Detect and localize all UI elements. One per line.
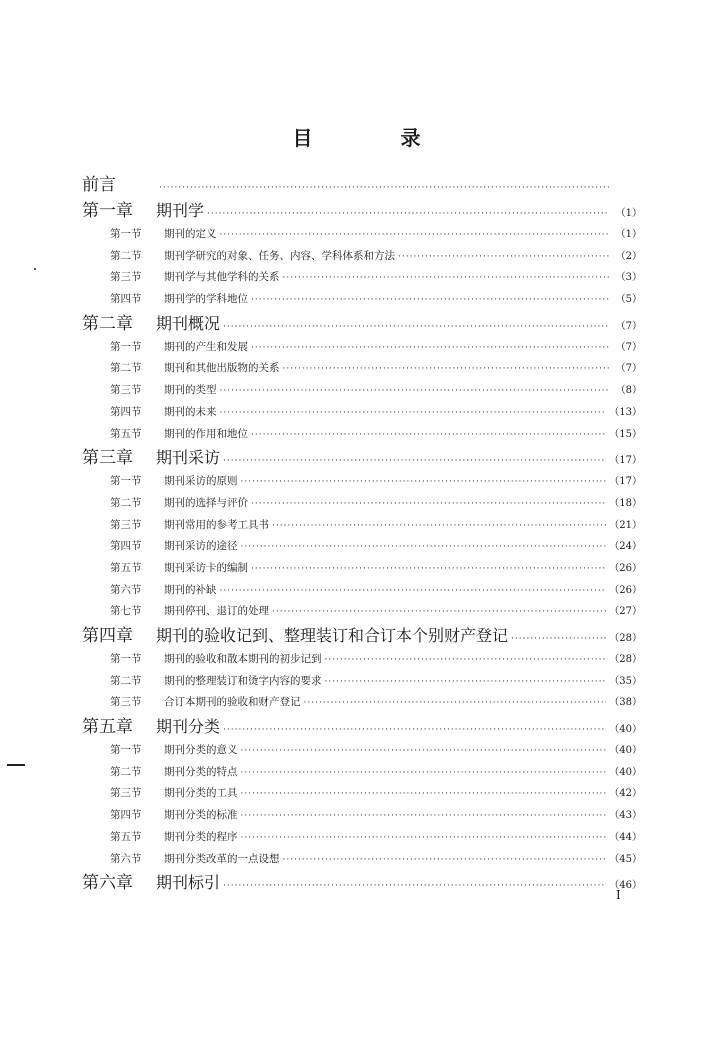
toc-section-row (82, 805, 642, 827)
toc-section-row (82, 601, 642, 623)
toc-entry-title: 期刊的未来 (164, 405, 217, 418)
toc-entry-page: （1） (615, 208, 642, 219)
toc-entry-title: 期刊学的学科地位 (164, 293, 248, 306)
toc-entry-page: （7） (615, 341, 642, 353)
toc-entry-title: 期刊标引 (156, 873, 221, 893)
dot-leader (283, 359, 610, 380)
table-of-contents (82, 172, 642, 896)
toc-entry-label: 第一节 (110, 653, 142, 665)
toc-entry-title: 期刊的作用和地位 (164, 427, 248, 440)
toc-entry-title: 期刊学研究的对象、任务、内容、学科体系和方法 (164, 249, 395, 262)
toc-entry-page: （26） (609, 584, 642, 596)
toc-entry-title: 期刊停刊、退订的处理 (164, 605, 269, 618)
toc-section-row (82, 536, 642, 558)
dot-leader (241, 763, 607, 784)
toc-section-row (82, 246, 642, 268)
dot-leader (251, 494, 606, 515)
toc-entry-label: 第三节 (110, 518, 142, 531)
toc-entry-label: 第一节 (110, 744, 142, 757)
toc-entry-page: （44） (609, 831, 642, 843)
scan-speck (34, 268, 36, 270)
toc-entry-title: 期刊分类的意义 (164, 744, 238, 757)
toc-entry-label: 第三节 (110, 384, 142, 397)
toc-section-row (82, 493, 642, 515)
toc-entry-title: 期刊学 (156, 201, 205, 220)
toc-section-row (82, 580, 642, 602)
dot-leader (241, 537, 607, 558)
toc-entry-label: 第一节 (110, 228, 142, 240)
toc-section-row (82, 783, 642, 805)
toc-entry-label: 第四节 (110, 809, 142, 822)
toc-entry-title: 期刊分类的特点 (164, 765, 238, 778)
toc-entry-title: 期刊学与其他学科的关系 (164, 271, 280, 284)
toc-section-row (82, 337, 642, 359)
dot-leader (325, 650, 607, 671)
dot-leader (251, 338, 609, 359)
toc-entry-title: 期刊的选择与评价 (164, 496, 248, 509)
toc-entry-title: 期刊的验收和散本期刊的初步记到 (164, 653, 322, 665)
toc-entry-page: （2） (615, 250, 642, 262)
toc-entry-title: 期刊分类的工具 (164, 787, 238, 800)
dot-leader (223, 448, 606, 471)
toc-entry-label: 第三章 (82, 448, 133, 469)
toc-entry-label: 前言 (82, 175, 116, 195)
dot-leader (272, 602, 606, 623)
dot-leader (223, 873, 606, 896)
toc-entry-page: （8） (615, 385, 642, 397)
toc-entry-label: 第一节 (110, 340, 142, 353)
toc-section-row (82, 849, 642, 871)
dot-leader (223, 717, 606, 740)
toc-entry-label: 第四节 (110, 405, 142, 418)
toc-entry-label: 第五节 (110, 830, 142, 843)
toc-entry-page: （38） (609, 697, 642, 709)
toc-section-row (82, 515, 642, 537)
toc-entry-page: （40） (609, 766, 642, 778)
toc-entry-title: 期刊的产生和发展 (164, 340, 248, 353)
dot-leader (272, 516, 606, 537)
dot-leader (159, 175, 609, 198)
toc-entry-title: 期刊采访 (156, 448, 221, 468)
dot-leader (220, 225, 610, 246)
toc-entry-title: 期刊的补缺 (164, 583, 217, 596)
toc-entry-title: 期刊分类的标准 (164, 809, 238, 822)
toc-entry-page: （5） (615, 294, 642, 306)
toc-entry-page: （42） (609, 788, 642, 800)
toc-entry-label: 第四节 (110, 293, 142, 306)
toc-entry-label: 第一节 (110, 475, 142, 488)
toc-entry-page: （13） (609, 406, 642, 418)
dot-leader (251, 559, 606, 580)
toc-entry-title: 期刊分类 (156, 717, 221, 737)
toc-entry-title: 期刊的定义 (164, 228, 217, 240)
toc-entry-label: 第六章 (82, 873, 133, 894)
toc-entry-label: 第四章 (82, 626, 133, 646)
toc-section-row (82, 224, 642, 246)
page-number: I (616, 888, 621, 902)
toc-entry-page: （45） (609, 853, 642, 865)
toc-entry-label: 第六节 (110, 852, 142, 865)
dot-leader (241, 472, 607, 493)
dot-leader (283, 850, 607, 871)
toc-entry-page: （26） (609, 562, 642, 574)
toc-entry-title: 期刊的类型 (164, 384, 217, 397)
toc-entry-page: （24） (609, 541, 642, 553)
toc-chapter-row (82, 172, 642, 198)
toc-entry-label: 第五节 (110, 561, 142, 574)
toc-entry-page: （35） (609, 675, 642, 687)
toc-entry-title: 期刊采访的途径 (164, 540, 238, 553)
toc-entry-title: 期刊常用的参考工具书 (164, 518, 269, 531)
toc-entry-title: 合订本期刊的验收和财产登记 (164, 696, 301, 709)
toc-section-row (82, 402, 642, 424)
toc-section-row (82, 380, 642, 402)
toc-entry-label: 第七节 (110, 605, 142, 618)
dot-leader (220, 403, 607, 424)
toc-chapter-row (82, 714, 642, 740)
toc-section-row (82, 692, 642, 714)
dot-leader (241, 784, 607, 805)
dot-leader (283, 268, 610, 289)
toc-section-row (82, 558, 642, 580)
toc-entry-title: 期刊概况 (156, 313, 221, 333)
toc-entry-label: 第六节 (110, 583, 142, 596)
toc-entry-label: 第四节 (110, 540, 142, 553)
toc-entry-page: （1） (615, 229, 642, 240)
toc-section-row (82, 424, 642, 446)
toc-entry-page: （28） (609, 654, 642, 665)
toc-section-row (82, 267, 642, 289)
dot-leader (251, 425, 606, 446)
toc-entry-label: 第二节 (110, 362, 142, 375)
toc-section-row (82, 740, 642, 762)
toc-entry-page: （17） (609, 455, 642, 467)
dot-leader (304, 693, 607, 714)
toc-section-row (82, 762, 642, 784)
toc-entry-label: 第一章 (82, 201, 133, 221)
toc-entry-label: 第五章 (82, 717, 133, 738)
dot-leader (241, 741, 607, 762)
toc-section-row (82, 827, 642, 849)
toc-entry-label: 第二节 (110, 674, 142, 687)
toc-entry-page: （18） (609, 497, 642, 509)
toc-entry-page: （27） (609, 606, 642, 618)
toc-section-row (82, 671, 642, 693)
toc-entry-page: （40） (609, 745, 642, 757)
toc-entry-title: 期刊分类的程序 (164, 830, 238, 843)
toc-chapter-row (82, 311, 642, 337)
dot-leader (511, 626, 606, 649)
toc-chapter-row (82, 870, 642, 896)
toc-entry-label: 第二节 (110, 765, 142, 778)
toc-entry-page: （7） (615, 363, 642, 375)
dot-leader (223, 314, 609, 337)
toc-chapter-row (82, 623, 642, 649)
toc-section-row (82, 358, 642, 380)
toc-entry-page: （28） (609, 633, 642, 644)
toc-section-row (82, 649, 642, 671)
toc-entry-label: 第二节 (110, 496, 142, 509)
toc-entry-label: 第三节 (110, 696, 142, 709)
toc-entry-page: （43） (609, 810, 642, 822)
toc-section-row (82, 471, 642, 493)
toc-entry-label: 第三节 (110, 787, 142, 800)
toc-entry-page: （40） (609, 724, 642, 736)
dot-leader (241, 828, 607, 849)
toc-entry-page: （7） (615, 320, 642, 332)
toc-entry-label: 第三节 (110, 271, 142, 284)
dot-leader (251, 290, 609, 311)
toc-entry-title: 期刊的验收记到、整理装订和合订本个别财产登记 (156, 626, 509, 645)
dot-leader (207, 201, 609, 224)
toc-entry-title: 期刊的整理装订和烫字内容的要求 (164, 674, 322, 687)
toc-entry-page: （21） (609, 519, 642, 531)
toc-entry-label: 第二节 (110, 249, 142, 262)
toc-entry-title: 期刊和其他出版物的关系 (164, 362, 280, 375)
toc-chapter-row (82, 198, 642, 224)
dot-leader (220, 581, 607, 602)
toc-section-row (82, 289, 642, 311)
toc-entry-title: 期刊采访卡的编制 (164, 561, 248, 574)
toc-entry-title: 期刊采访的原则 (164, 475, 238, 488)
toc-entry-title: 期刊分类改革的一点设想 (164, 852, 280, 865)
toc-entry-page: （46） (609, 880, 642, 892)
toc-chapter-row (82, 445, 642, 471)
toc-entry-page: （3） (615, 272, 642, 284)
toc-entry-label: 第二章 (82, 313, 133, 334)
dot-leader (241, 806, 607, 827)
toc-entry-label: 第五节 (110, 427, 142, 440)
toc-entry-page: （17） (609, 476, 642, 488)
dot-leader (398, 247, 609, 268)
margin-mark (7, 764, 25, 766)
dot-leader (325, 672, 607, 693)
toc-entry-page: （15） (609, 428, 642, 440)
dot-leader (220, 381, 610, 402)
page-title: 目 录 (292, 126, 455, 150)
